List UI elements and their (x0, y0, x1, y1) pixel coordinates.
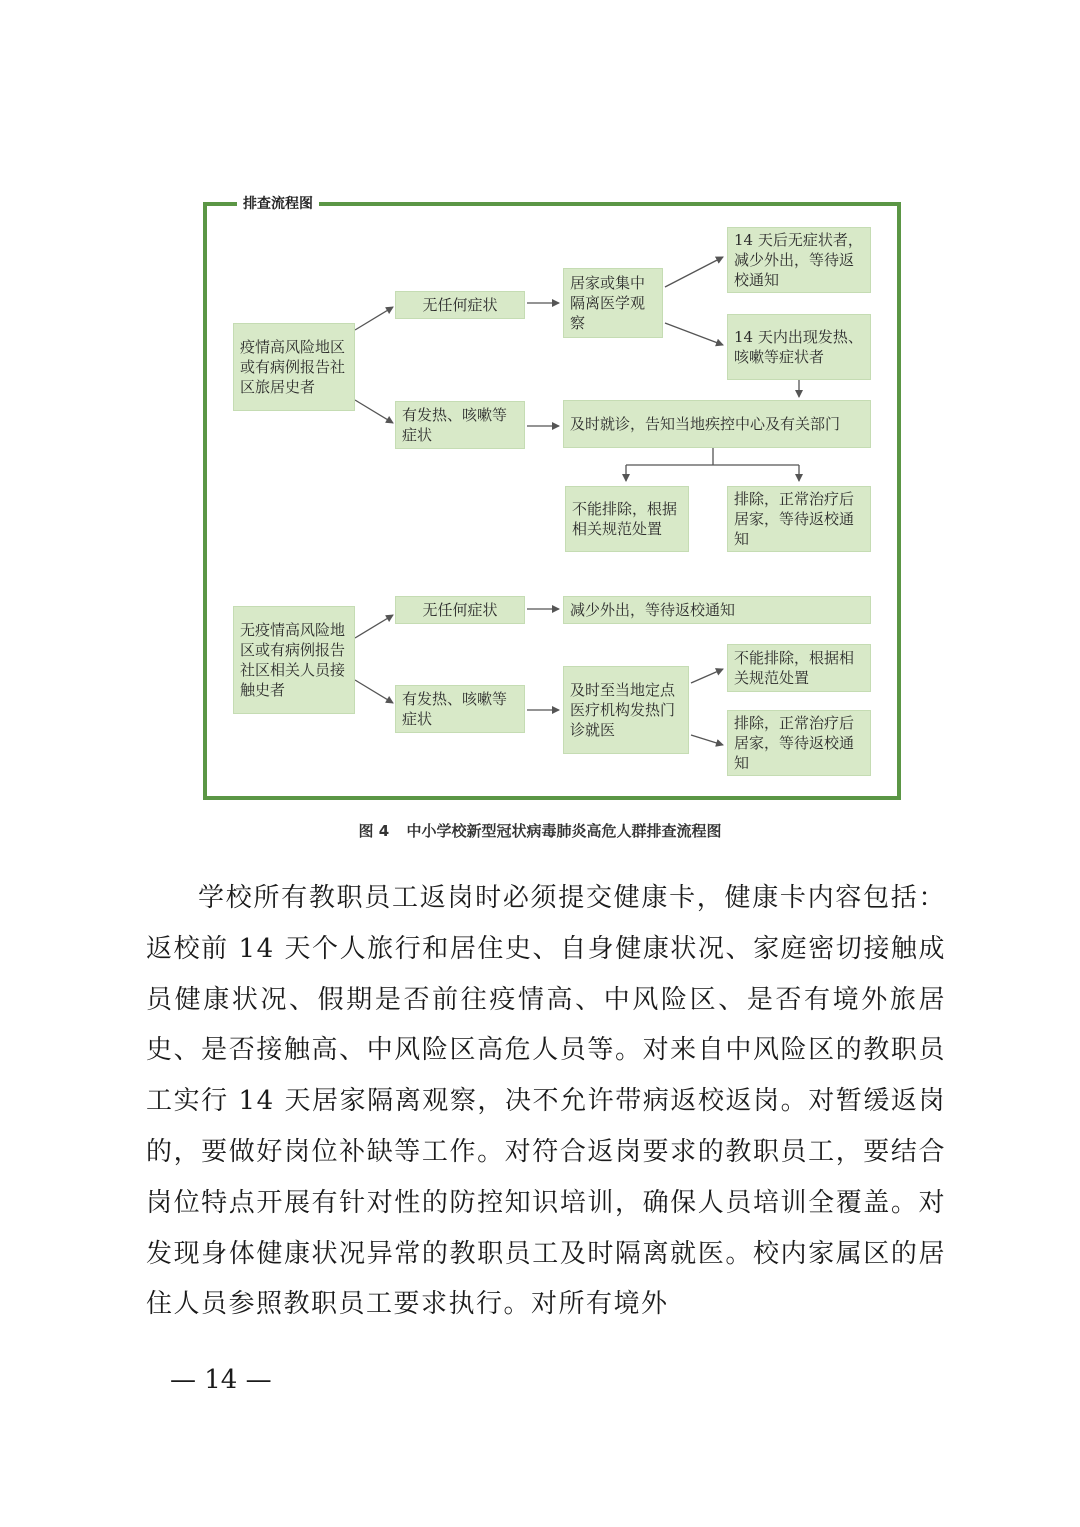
figure-caption-text: 中小学校新型冠状病毒肺炎高危人群排查流程图 (406, 822, 722, 840)
arrow-risk-to-fever (355, 400, 393, 423)
body-text-block (146, 873, 946, 1330)
node-seek-treatment: 及时就诊，告知当地疾控中心及有关部门 (563, 400, 871, 448)
figure-caption-label: 图 4 (358, 822, 390, 840)
node-fever-cough-1: 有发热、咳嗽等症状 (395, 401, 525, 449)
node-risk-history: 疫情高风险地区或有病例报告社区旅居史者 (233, 323, 355, 411)
node-no-symptom-2: 无任何症状 (395, 596, 525, 624)
node-home-isolation: 居家或集中隔离医学观察 (563, 268, 663, 338)
node-reduce-outing: 减少外出，等待返校通知 (563, 596, 871, 624)
node-excluded-2: 排除，正常治疗后居家，等待返校通知 (727, 710, 871, 776)
arrow-clinic-to-cannot-exclude (691, 669, 723, 683)
body-paragraph: 学校所有教职员工返岗时必须提交健康卡，健康卡内容包括：返校前 14 天个人旅行和居住史、自身健康状况、家庭密切接触成员健康状况、假期是否前往疫情高、中风险区、是否有境外旅居史、是否接触高、中风险区高危人员等。对来自中风险区的教职员工实行 14 天居家隔离观察，决不允许带病返校返岗。对暂缓返岗的，要做好岗位补缺等工作。对符合返岗要求的教职员工，要结合岗位特点开展有针对性的防控知识培训，确保人员培训全覆盖。对发现身体健康状况异常的教职员工及时隔离就医。校内家属区的居住人员参照教职员工要求执行。对所有境外 (146, 883, 946, 1320)
node-cannot-exclude-1: 不能排除，根据相关规范处置 (565, 486, 689, 552)
node-excluded-1: 排除，正常治疗后居家，等待返校通知 (727, 486, 871, 552)
node-symptom-within-14: 14 天内出现发热、咳嗽等症状者 (727, 314, 871, 380)
flowchart-title: 排查流程图 (237, 195, 319, 213)
arrow-isolation-to-symptom-14 (665, 323, 723, 345)
page-number: — 14 — (170, 1365, 272, 1395)
node-no-symptom-1: 无任何症状 (395, 291, 525, 319)
node-cannot-exclude-2: 不能排除，根据相关规范处置 (727, 644, 871, 692)
arrow-isolation-to-no-symptom-14 (665, 257, 723, 287)
node-contact-history: 无疫情高风险地区或有病例报告社区相关人员接触史者 (233, 606, 355, 714)
flowchart-figure (203, 195, 901, 801)
arrow-contact-to-nosymptom (355, 615, 393, 638)
node-no-symptom-after-14: 14 天后无症状者，减少外出，等待返校通知 (727, 227, 871, 293)
figure-caption (0, 820, 1080, 841)
node-fever-clinic: 及时至当地定点医疗机构发热门诊就医 (563, 666, 689, 754)
arrow-clinic-to-excluded (691, 735, 723, 745)
arrow-risk-to-nosymptom (355, 307, 393, 330)
node-fever-cough-2: 有发热、咳嗽等症状 (395, 685, 525, 733)
arrow-contact-to-fever (355, 680, 393, 703)
